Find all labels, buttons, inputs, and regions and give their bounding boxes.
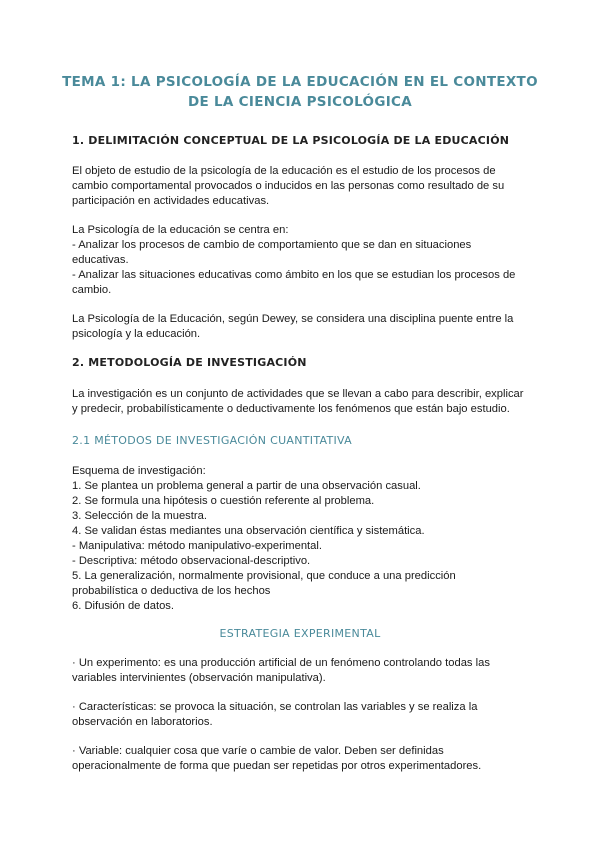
- strategy-paragraph-1: [72, 656, 532, 686]
- strategy-heading: ESTRATEGIA EXPERIMENTAL: [219, 627, 381, 640]
- list-item: probabilística o deductiva de los hechos: [72, 585, 271, 597]
- title-line-2: DE LA CIENCIA PSICOLÓGICA: [188, 94, 412, 110]
- text-line: operacionalmente de forma que puedan ser repetidas por otros experimentadores.: [72, 760, 482, 772]
- list-item: - Descriptiva: método observacional-descriptivo.: [72, 555, 311, 567]
- list-item: 2. Se formula una hipótesis o cuestión referente al problema.: [72, 495, 375, 507]
- text-line: cambio comportamental provocados o inducidos en las personas como resultado de su: [72, 180, 505, 192]
- text-line: · Variable: cualquier cosa que varíe o cambie de valor. Deben ser definidas: [72, 745, 444, 757]
- text-line: y predecir, probabilísticamente o deductivamente los fenómenos que están bajo estudio.: [72, 403, 510, 415]
- section-1-heading: 1. DELIMITACIÓN CONCEPTUAL DE LA PSICOLOGÍA DE LA EDUCACIÓN: [72, 134, 510, 147]
- list-item: - Manipulativa: método manipulativo-experimental.: [72, 540, 322, 552]
- strategy-paragraph-3: [72, 744, 532, 774]
- text-line: psicología y la educación.: [72, 328, 201, 340]
- section-2-heading: 2. METODOLOGÍA DE INVESTIGACIÓN: [72, 356, 307, 369]
- text-line: cambio.: [72, 284, 112, 296]
- text-line: La Psicología de la Educación, según Dewey, se considera una disciplina puente entre la: [72, 313, 514, 325]
- text-line: educativas.: [72, 254, 129, 266]
- section-1-paragraph-3: [72, 312, 532, 342]
- text-line: participación en actividades educativas.: [72, 195, 270, 207]
- section-2-paragraph-1: [72, 387, 532, 417]
- title-line-1: TEMA 1: LA PSICOLOGÍA DE LA EDUCACIÓN EN EL CONTEXTO: [62, 74, 538, 90]
- list-item: 1. Se plantea un problema general a partir de una observación casual.: [72, 480, 421, 492]
- list-item: 6. Difusión de datos.: [72, 600, 174, 612]
- text-line: - Analizar las situaciones educativas como ámbito en los que se estudian los procesos de: [72, 269, 516, 281]
- section-1-paragraph-1: [72, 164, 532, 209]
- text-line: variables intervinientes (observación manipulativa).: [72, 672, 326, 684]
- research-scheme-list: [72, 464, 532, 614]
- document-title: [40, 72, 560, 112]
- strategy-paragraph-2: [72, 700, 532, 730]
- text-line: - Analizar los procesos de cambio de comportamiento que se dan en situaciones: [72, 239, 472, 251]
- list-item: Esquema de investigación:: [72, 465, 206, 477]
- section-1-paragraph-2: [72, 223, 532, 298]
- text-line: La Psicología de la educación se centra en:: [72, 224, 289, 236]
- list-item: 4. Se validan éstas mediantes una observación científica y sistemática.: [72, 525, 425, 537]
- subsection-2-1-heading: 2.1 MÉTODOS DE INVESTIGACIÓN CUANTITATIVA: [72, 434, 352, 447]
- list-item: 3. Selección de la muestra.: [72, 510, 207, 522]
- text-line: · Características: se provoca la situación, se controlan las variables y se realiza la: [72, 701, 478, 713]
- text-line: · Un experimento: es una producción artificial de un fenómeno controlando todas las: [72, 657, 490, 669]
- text-line: observación en laboratorios.: [72, 716, 213, 728]
- text-line: El objeto de estudio de la psicología de la educación es el estudio de los procesos de: [72, 165, 496, 177]
- text-line: La investigación es un conjunto de actividades que se llevan a cabo para describir, explicar: [72, 388, 524, 400]
- list-item: 5. La generalización, normalmente provisional, que conduce a una predicción: [72, 570, 456, 582]
